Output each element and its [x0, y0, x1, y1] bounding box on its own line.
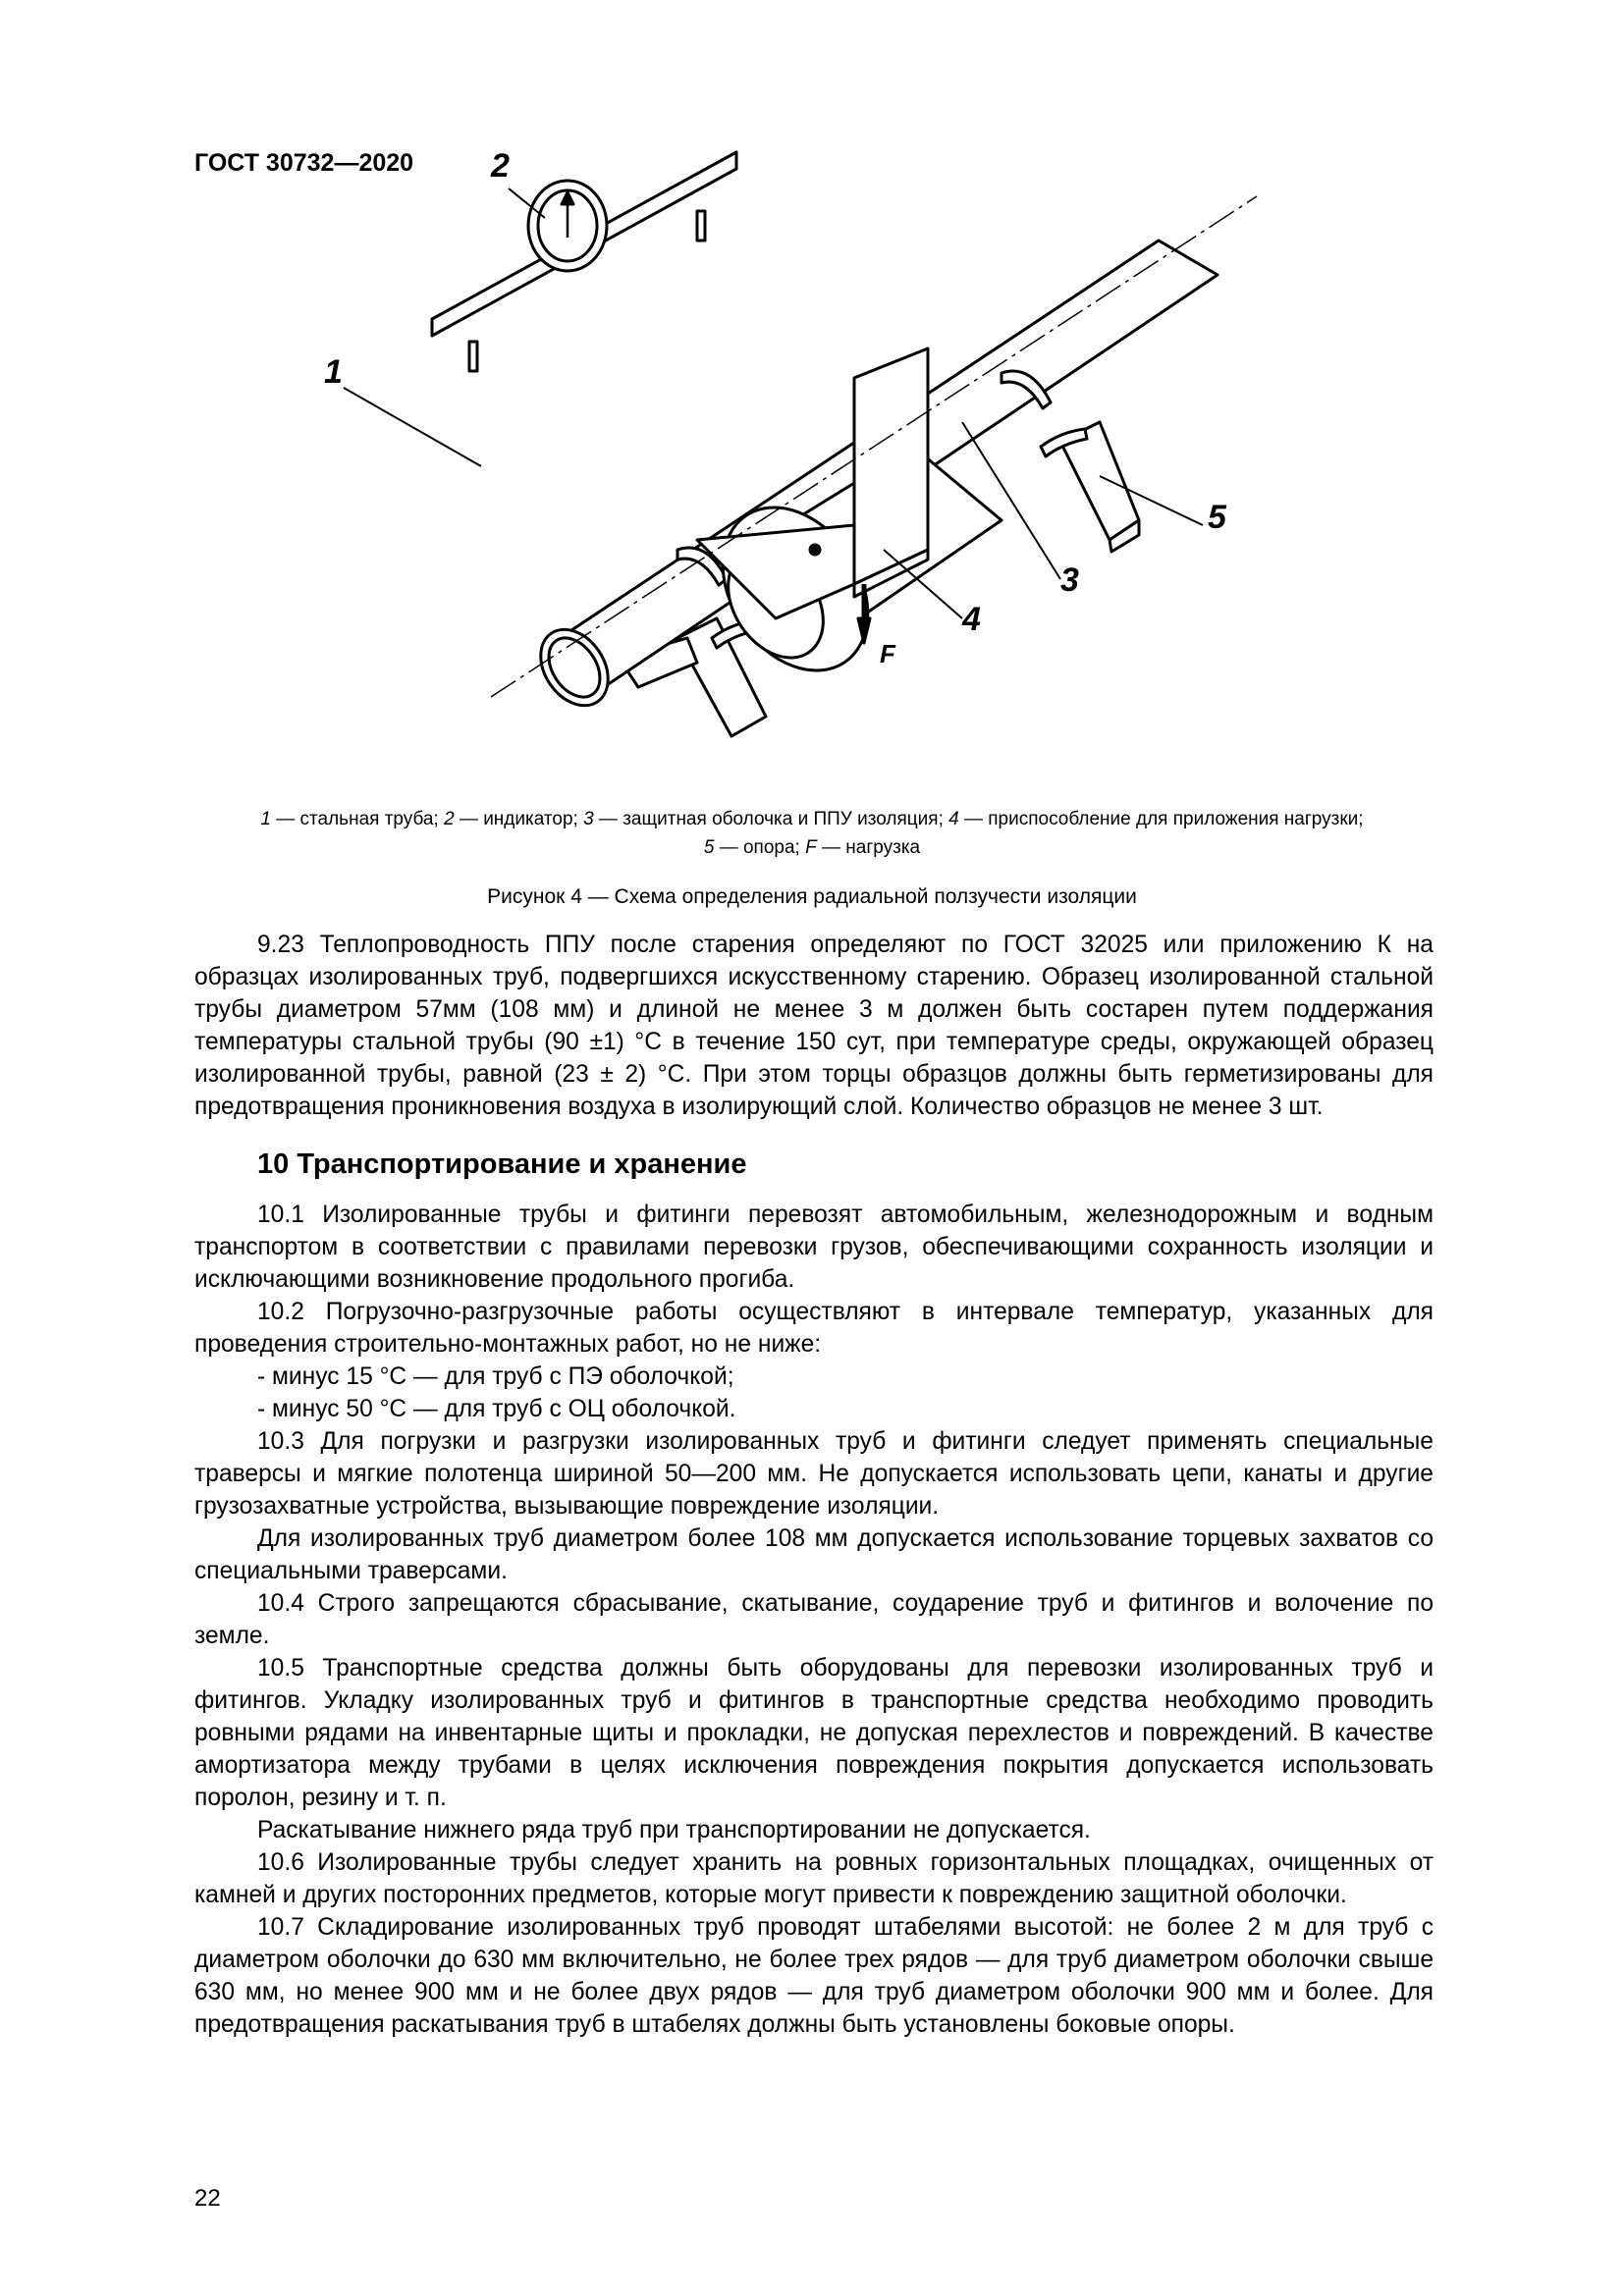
label-4: 4 [962, 601, 981, 638]
label-force: F [880, 639, 895, 668]
paragraph-10-5: 10.5 Транспортные средства должны быть оборудованы для перевозки изолированных труб и фитингов. Укладку изолированных труб и фитингов в транспортные средства необходимо проводить ровными рядами на инвентарные щиты и прокладки, не допуская перехлестов и повреждений. В качестве амортизатора между трубами в целях исключения повреждения покрытия допускается использовать поролон, резину и т. п. [194, 1655, 1434, 1811]
paragraph-10-3-b: Для изолированных труб диаметром более 108 мм допускается использование торцевых захватов со специальными траверсами. [194, 1525, 1434, 1584]
label-1: 1 [324, 353, 343, 391]
figure-title: Рисунок 4 — Схема определения радиальной ползучести изоляции [487, 885, 1137, 908]
legend-key-2: 2 [444, 809, 455, 829]
label-2: 2 [491, 147, 510, 185]
legend-text-4: — приспособление для приложения нагрузки; [958, 809, 1364, 829]
legend-text-2: — индикатор; [454, 809, 584, 829]
list-item-oc: - минус 50 °С — для труб с ОЦ оболочкой. [257, 1396, 736, 1422]
paragraph-10-3: 10.3 Для погрузки и разгрузки изолированных труб и фитинги следует применять специальные траверсы и мягкие полотенца шириной 50—200 мм. Не допускается использовать цепи, канаты и другие грузозахватные устройства, вызывающие повреждение изоляции. [194, 1428, 1434, 1520]
paragraph-10-7: 10.7 Складирование изолированных труб проводят штабелями высотой: не более 2 м для труб с диаметром оболочки до 630 мм включительно, не более трех рядов — для труб диаметром оболочки свыше 630 мм, но менее 900 мм и не более двух рядов — для труб диаметром оболочки 900 мм и более. Для предотвращения раскатывания труб в штабелях должны быть установлены боковые опоры. [194, 1914, 1434, 2038]
legend-key-1: 1 [260, 809, 271, 829]
paragraph-10-5-b: Раскатывание нижнего ряда труб при транспортировании не допускается. [257, 1817, 1091, 1843]
label-3: 3 [1060, 561, 1079, 599]
legend-text-f: — нагрузка [816, 837, 921, 858]
legend-key-5: 5 [703, 837, 715, 858]
label-5: 5 [1208, 499, 1226, 536]
legend-key-f: F [805, 837, 817, 858]
legend-line-2 [157, 833, 1467, 862]
figure-legend [157, 805, 1467, 862]
paragraph-10-4: 10.4 Строго запрещаются сбрасывание, скатывание, соударение труб и фитингов и волочение по земле. [194, 1590, 1434, 1649]
radial-creep-test-diagram [324, 147, 1276, 795]
section-title: 10 Транспортирование и хранение [257, 1148, 747, 1180]
legend-key-3: 3 [583, 809, 594, 829]
paragraph-10-1: 10.1 Изолированные трубы и фитинги перевозят автомобильным, железнодорожным и водным транспортом в соответствии с правилами перевозки грузов, обеспечивающими сохранность изоляции и исключающими возникновение продольного прогиба. [194, 1201, 1434, 1293]
paragraph-9-23: 9.23 Теплопроводность ППУ после старения определяют по ГОСТ 32025 или приложению К на образцах изолированных труб, подвергшихся искусственному старению. Образец изолированной стальной трубы диаметром 57мм (108 мм) и длиной не менее 3 м должен быть состарен путем поддержания температуры стальной трубы (90 ±1) °С в течение 150 сут, при температуре среды, окружающей образец изолированной трубы, равной (23 ± 2) °С. При этом торцы образцов должны быть герметизированы для предотвращения проникновения воздуха в изолирующий слой. Количество образцов не менее 3 шт. [194, 932, 1434, 1120]
document-body [194, 929, 1434, 2041]
document-header: ГОСТ 30732—2020 [194, 149, 414, 177]
list-item-pe: - минус 15 °С — для труб с ПЭ оболочкой; [257, 1363, 734, 1390]
legend-text-5: — опора; [714, 837, 806, 858]
paragraph-10-6: 10.6 Изолированные трубы следует хранить на ровных горизонтальных площадках, очищенных от камней и других посторонних предметов, которые могут привести к повреждению защитной оболочки. [194, 1849, 1434, 1908]
legend-key-4: 4 [948, 809, 959, 829]
legend-line-1 [157, 805, 1467, 833]
load-fixture [854, 348, 928, 584]
legend-text-1: — стальная труба; [270, 809, 445, 829]
page-number: 22 [194, 2185, 221, 2212]
paragraph-10-2: 10.2 Погрузочно-разгрузочные работы осуществляют в интервале температур, указанных для проведения строительно-монтажных работ, но не ниже: [194, 1299, 1434, 1358]
legend-text-3: — защитная оболочка и ППУ изоляция; [593, 809, 949, 829]
